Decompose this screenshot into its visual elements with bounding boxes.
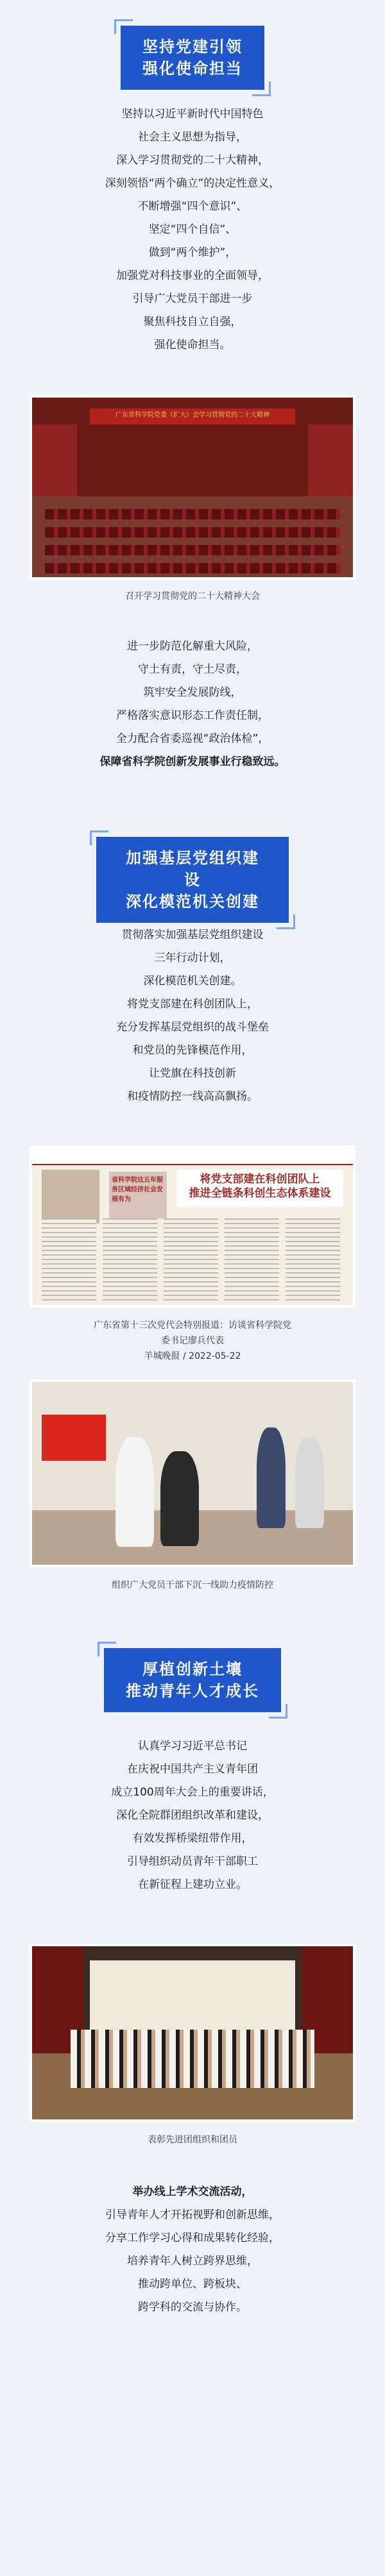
headline-line: 推进全链条科创生态体系建设 [189, 1187, 331, 1200]
caption-line: 广东省第十三次党代会特别报道：访谈省科学院党 [94, 1320, 291, 1331]
section-3-body [26, 2180, 359, 2319]
text-line: 有效发挥桥梁纽带作用， [132, 1832, 253, 1845]
header-line: 加强基层党组织建设 [126, 849, 259, 889]
portrait-photo [42, 1170, 99, 1223]
text-line: 跨学科的交流与协作。 [138, 2301, 247, 2314]
newspaper-caption [26, 1318, 359, 1364]
section-3-intro [26, 1735, 359, 1896]
section-2-header [96, 837, 289, 923]
text-line: 深化全院群团组织改革和建设， [116, 1809, 269, 1822]
emphasis-line: 举办线上学术交流活动， [132, 2185, 253, 2198]
header-line: 推动青年人才成长 [126, 1682, 259, 1700]
text-line: 引导广大党员干部进一步 [132, 292, 253, 305]
text-line: 和党员的先锋模范作用， [132, 1044, 253, 1057]
youth-group-photo [32, 1946, 353, 2119]
text-line: 让党旗在科技创新 [149, 1067, 236, 1080]
text-line: 社会主义思想为指导， [138, 131, 247, 144]
caption-line: 组织广大党员干部下沉一线助力疫情防控 [112, 1580, 273, 1590]
text-line: 和疫情防控一线高高飘扬。 [127, 1090, 258, 1103]
text-line: 在庆祝中国共产主义青年团 [127, 1763, 258, 1776]
meeting-hall-photo [32, 398, 353, 577]
text-line: 坚定“四个自信”、 [148, 223, 237, 236]
text-line: 做到“两个维护”， [148, 246, 237, 259]
text-line: 三年行动计划， [154, 952, 231, 964]
emphasis-line: 保障省科学院创新发展事业行稳致远。 [99, 755, 286, 768]
caption-line: 羊城晚报 / 2022-05-22 [144, 1351, 241, 1361]
text-line: 强化使命担当。 [154, 339, 231, 351]
section-2-intro [26, 923, 359, 1108]
text-line: 严格落实意识形态工作责任制， [116, 709, 269, 722]
text-line: 深入学习贯彻党的二十大精神， [116, 154, 269, 167]
youth-photo-caption [26, 2132, 359, 2148]
headline-line: 将党支部建在科创团队上 [200, 1173, 320, 1186]
text-line: 进一步防范化解重大风险， [127, 640, 258, 653]
text-line: 深化模范机关创建。 [143, 975, 242, 988]
epidemic-prevention-photo [32, 1382, 353, 1565]
newspaper-side-text: 省科学院这五年服务区域经济社会发展有为 [109, 1172, 167, 1219]
text-line: 聚焦科技自立自强， [143, 316, 242, 328]
epidemic-photo-caption [26, 1578, 359, 1593]
caption-line: 表彰先进团组织和团员 [148, 2135, 237, 2145]
text-line: 在新征程上建功立业。 [138, 1878, 247, 1891]
header-line: 深化模范机关创建 [126, 893, 259, 911]
caption-line: 委书记廖兵代表 [161, 1336, 224, 1346]
stage-banner: 广东省科学院党委（扩大）会学习贯彻党的二十大精神 [90, 408, 295, 425]
text-line: 深刻领悟“两个确立”的决定性意义， [105, 177, 280, 190]
text-line: 不断增强“四个意识”、 [137, 200, 248, 213]
section-1-intro [26, 103, 359, 357]
party-flag [42, 1415, 106, 1460]
text-line: 全力配合省委巡视“政治体检”， [116, 732, 270, 745]
text-line: 坚持以习近平新时代中国特色 [121, 108, 264, 121]
text-line: 引导青年人才开拓视野和创新思维， [105, 2209, 280, 2221]
section-1-header [121, 26, 264, 90]
newspaper-headline [176, 1170, 343, 1207]
header-line: 厚植创新土壤 [142, 1660, 243, 1678]
text-line: 成立100周年大会上的重要讲话， [111, 1786, 274, 1799]
text-line: 充分发挥基层党组织的战斗堡垒 [116, 1021, 269, 1034]
header-line: 坚持党建引领 [142, 38, 243, 56]
newspaper-clipping [32, 1148, 353, 1305]
text-line: 推动跨单位、跨板块、 [138, 2278, 247, 2291]
text-line: 守土有责，守土尽责， [138, 663, 247, 676]
text-line: 认真学习习近平总书记 [138, 1740, 247, 1753]
meeting-photo-caption [26, 589, 359, 604]
section-1-body [26, 635, 359, 773]
text-line: 筑牢安全发展防线， [143, 686, 242, 699]
text-line: 引导组织动员青年干部职工 [127, 1855, 258, 1868]
text-line: 加强党对科技事业的全面领导， [116, 269, 269, 282]
text-line: 贯彻落实加强基层党组织建设 [121, 929, 264, 941]
text-line: 培养青年人树立跨界思维， [127, 2255, 258, 2268]
header-line: 强化使命担当 [142, 60, 243, 78]
caption-line: 召开学习贯彻党的二十大精神大会 [125, 591, 260, 602]
section-3-header [104, 1648, 281, 1712]
text-line: 分享工作学习心得和成果转化经验， [105, 2232, 280, 2244]
text-line: 将党支部建在科创团队上， [127, 998, 258, 1011]
